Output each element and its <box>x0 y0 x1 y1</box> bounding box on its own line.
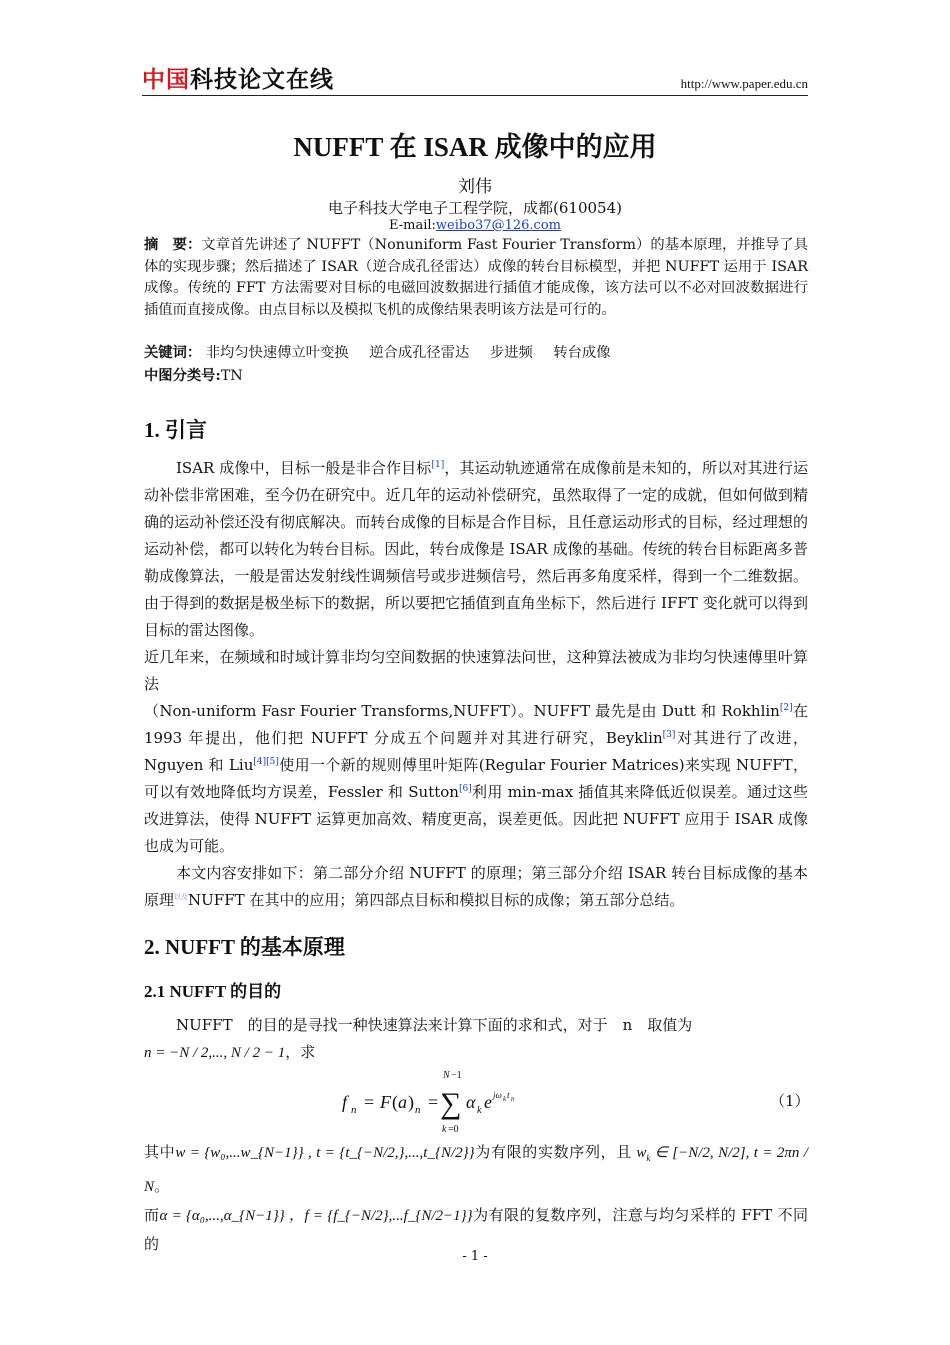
keywords <box>144 343 808 365</box>
paper-title: NUFFT 在 ISAR 成像中的应用 <box>293 132 657 162</box>
superscript-note: 以及 <box>174 893 189 901</box>
text-run: 为有限的实数序列，且 <box>474 1143 632 1161</box>
svg-text:a: a <box>398 1092 407 1112</box>
svg-text:=: = <box>428 1092 439 1112</box>
svg-text:F: F <box>380 1092 391 1112</box>
keyword-item: 逆合成孔径雷达 <box>369 345 470 361</box>
logo-black-text: 科技论文在线 <box>190 67 334 93</box>
author-affiliation: 电子科技大学电子工程学院，成都(610054) <box>328 199 622 217</box>
keywords-label: 关键词： <box>144 345 202 361</box>
email-link[interactable]: weibo37@126.com <box>435 218 561 233</box>
section1-paragraph-4 <box>144 860 808 914</box>
section2-paragraph-1 <box>144 1012 808 1067</box>
equation-1 <box>340 1068 670 1138</box>
classification <box>144 366 808 388</box>
page-number: - 1 - <box>462 1249 488 1264</box>
text-run: ，求 <box>285 1043 316 1061</box>
text-run: 利用 min-max 插值其来降低近似误差。通过这些改进算法，使得 NUFFT 运算更加高效、精度更高，误差更低。因此把 NUFFT 应用于 ISAR 成像也成为可能。 <box>144 783 808 855</box>
text-run: ，其运动轨迹通常在成像前是未知的，所以对其进行运动补偿非常困难，至今仍在研究中。近几年的运动补偿研究，虽然取得了一定的成就，但如何做到精确的运动补偿还没有彻底解决。而转台成像的目标是合作目标，且任意运动形式的目标，经过理想的运动补偿，都可以转化为转台目标。因此，转台成像是 ISAR 成像的基础。传统的转台目标距离多普勒成像算法，一般是雷达发射线性调频信号或步进频信号，然后再多角度采样，得到一个二维数据。由于得到的数据是极坐标下的数据，所以要把它插值到直角坐标下，然后进行 IFFT 变化就可以得到目标的雷达图像。 <box>144 459 808 639</box>
text-run: 。 <box>154 1177 170 1195</box>
author-email <box>0 218 950 233</box>
svg-text:(: ( <box>392 1092 398 1112</box>
text-run: （Non-uniform Fasr Fourier Transforms,NUFFT）。NUFFT 最先是由 Dutt 和 Rokhlin <box>144 702 780 720</box>
text-run: 对其进行了改进，Nguyen 和 Liu <box>144 729 808 774</box>
section1-paragraph-3 <box>144 698 808 860</box>
keyword-item: 转台成像 <box>553 345 611 361</box>
svg-text:n: n <box>415 1104 421 1116</box>
svg-text:k: k <box>503 1095 507 1103</box>
paragraph <box>144 1012 808 1039</box>
keyword-item: 非均匀快速傅立叶变换 <box>205 345 349 361</box>
text-run: NUFFT 的目的是寻找一种快速算法来计算下面的求和式，对于 n 取值为 <box>176 1016 693 1034</box>
section1-body <box>144 455 808 914</box>
math-inline-wk-range: $w_k$ ∈ [−N/2, N/2], <box>631 1145 754 1163</box>
svg-text:N: N <box>443 1070 450 1081</box>
section1-heading: 1. 引言 <box>144 418 207 442</box>
text-run: ISAR 成像中，目标一般是非合作目标 <box>176 459 432 477</box>
email-label: E-mail: <box>389 218 436 233</box>
section2-heading: 2. NUFFT 的基本原理 <box>144 935 345 959</box>
text-run: 使用一个新的规则傅里叶矩阵(Regular Fourier Matrices)来实现 NUFFT，可以有效地降低均方误差，Fessler 和 Sutton <box>144 756 808 801</box>
site-logo[interactable] <box>142 66 334 94</box>
logo-red-text: 中国 <box>142 67 190 93</box>
citation-link[interactable]: [3] <box>662 730 676 740</box>
equation-number: （1） <box>770 1092 810 1110</box>
svg-text:n: n <box>511 1095 515 1103</box>
svg-text:k: k <box>477 1105 482 1116</box>
classification-label: 中图分类号: <box>144 368 221 384</box>
math-inline: t = 2πn / N <box>144 1145 808 1195</box>
svg-text:jω: jω <box>493 1090 502 1100</box>
math-inline: α = {α₀,...,α_{N−1}} ，f = {f_{−N/2},...f_{N/2−1}} <box>159 1208 473 1224</box>
citation-link[interactable]: [4][5] <box>253 757 279 767</box>
svg-text:): ) <box>408 1092 414 1112</box>
svg-text:t: t <box>507 1090 510 1100</box>
text-run: 其中 <box>144 1143 176 1161</box>
text-run: 而 <box>144 1206 160 1224</box>
text-run: 本文内容安排如下：第二部分介绍 NUFFT 的原理；第三部分介绍 ISAR 转台目标成像的基本原理 <box>144 864 808 909</box>
svg-text:=: = <box>364 1092 375 1112</box>
svg-text:=0: =0 <box>448 1124 459 1135</box>
citation-link[interactable]: [2] <box>779 703 793 713</box>
citation-link[interactable]: [6] <box>458 784 472 794</box>
keyword-item: 步进频 <box>489 345 533 361</box>
subsection-2-1-heading: 2.1 NUFFT 的目的 <box>144 982 282 1001</box>
svg-text:n: n <box>351 1104 357 1116</box>
svg-text:α: α <box>466 1092 476 1112</box>
citation-link[interactable]: [1] <box>431 460 445 470</box>
paragraph <box>144 1138 808 1201</box>
math-inline: w = {w₀,...w_{N−1}} , t = {t_{−N/2,},...,t_{N/2}} <box>175 1145 475 1161</box>
svg-text:k: k <box>442 1124 447 1135</box>
svg-text:e: e <box>484 1092 492 1112</box>
svg-text:f: f <box>342 1092 348 1112</box>
svg-text:−1: −1 <box>451 1070 462 1081</box>
paragraph <box>144 1039 808 1067</box>
svg-text:∑: ∑ <box>440 1087 462 1120</box>
abstract-text: 文章首先讲述了 NUFFT（Nonuniform Fast Fourier Transform）的基本原理，并推导了具体的实现步骤；然后描述了 ISAR（逆合成孔径雷达）成像的转台目标模型，并把 NUFFT 运用于 ISAR 成像。传统的 FFT 方法需要对目标的电磁回波数据进行插值才能成像，该方法可以不必对回波数据进行插值而直接成像。由点目标以及模拟飞机的成像结果表明该方法是可行的。 <box>144 237 809 318</box>
paper-author: 刘伟 <box>458 177 492 197</box>
math-inline: n = −N / 2,..., N / 2 − 1 <box>144 1045 286 1061</box>
abstract <box>144 235 808 321</box>
text-run: 在 1993 年提出，他们把 NUFFT 分成五个问题并对其进行研究，Beyklin <box>144 702 808 747</box>
header-divider <box>142 95 808 96</box>
section1-paragraph-1 <box>144 455 808 644</box>
site-url[interactable]: http://www.paper.edu.cn <box>680 76 808 91</box>
abstract-label: 摘 要： <box>144 237 202 253</box>
section2-paragraph-2 <box>144 1138 808 1258</box>
text-run: NUFFT 在其中的应用；第四部点目标和模拟目标的成像；第五部分总结。 <box>188 891 685 909</box>
classification-value: TN <box>220 368 243 384</box>
text-run: 为有限的复数序列，注意与均匀采样的 FFT 不同的 <box>144 1206 808 1253</box>
section1-paragraph-2: 近几年来，在频域和时域计算非均匀空间数据的快速算法问世，这种算法被成为非均匀快速傅里叶算法 <box>144 648 808 693</box>
site-header <box>142 66 808 96</box>
